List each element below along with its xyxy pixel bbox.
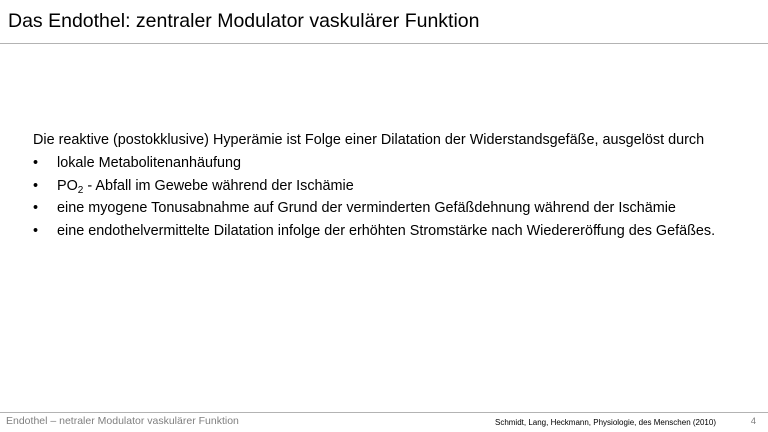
po2-rest: - Abfall im Gewebe während der Ischämie xyxy=(83,177,354,194)
bullet-text: lokale Metabolitenanhäufung xyxy=(57,154,242,171)
intro-paragraph: Die reaktive (postokklusive) Hyperämie ist Folge einer Dilatation der Widerstandsgefäße, ausgelöst durch xyxy=(33,132,705,148)
footer-citation: Schmidt, Lang, Heckmann, Physiologie, des Menschen (2010) xyxy=(494,418,716,427)
bullet-text: eine endothelvermittelte Dilatation infolge der erhöhten Stromstärke nach Wiedereröffung des Gefäßes. xyxy=(57,223,716,240)
bullet-icon: • xyxy=(33,223,39,240)
title-divider xyxy=(0,43,768,44)
po2-subscript: 2 xyxy=(77,184,84,196)
bullet-item xyxy=(33,197,723,220)
bullet-icon: • xyxy=(33,200,39,217)
bullet-list xyxy=(33,152,723,243)
bullet-text-po2 xyxy=(57,178,354,194)
bullet-icon: • xyxy=(33,154,39,171)
bullet-item xyxy=(33,175,723,198)
bullet-item xyxy=(33,152,723,175)
footer-divider xyxy=(0,412,768,413)
bullet-item xyxy=(33,220,723,243)
footer-title: Endothel – netraler Modulator vaskulärer Funktion xyxy=(6,415,239,427)
slide-title: Das Endothel: zentraler Modulator vaskulärer Funktion xyxy=(8,10,480,32)
page-number: 4 xyxy=(750,416,756,427)
po2-base: PO xyxy=(57,177,78,194)
bullet-icon: • xyxy=(33,177,39,194)
bullet-text: eine myogene Tonusabnahme auf Grund der verminderten Gefäßdehnung während der Ischämie xyxy=(57,200,676,217)
slide-content xyxy=(33,129,723,243)
